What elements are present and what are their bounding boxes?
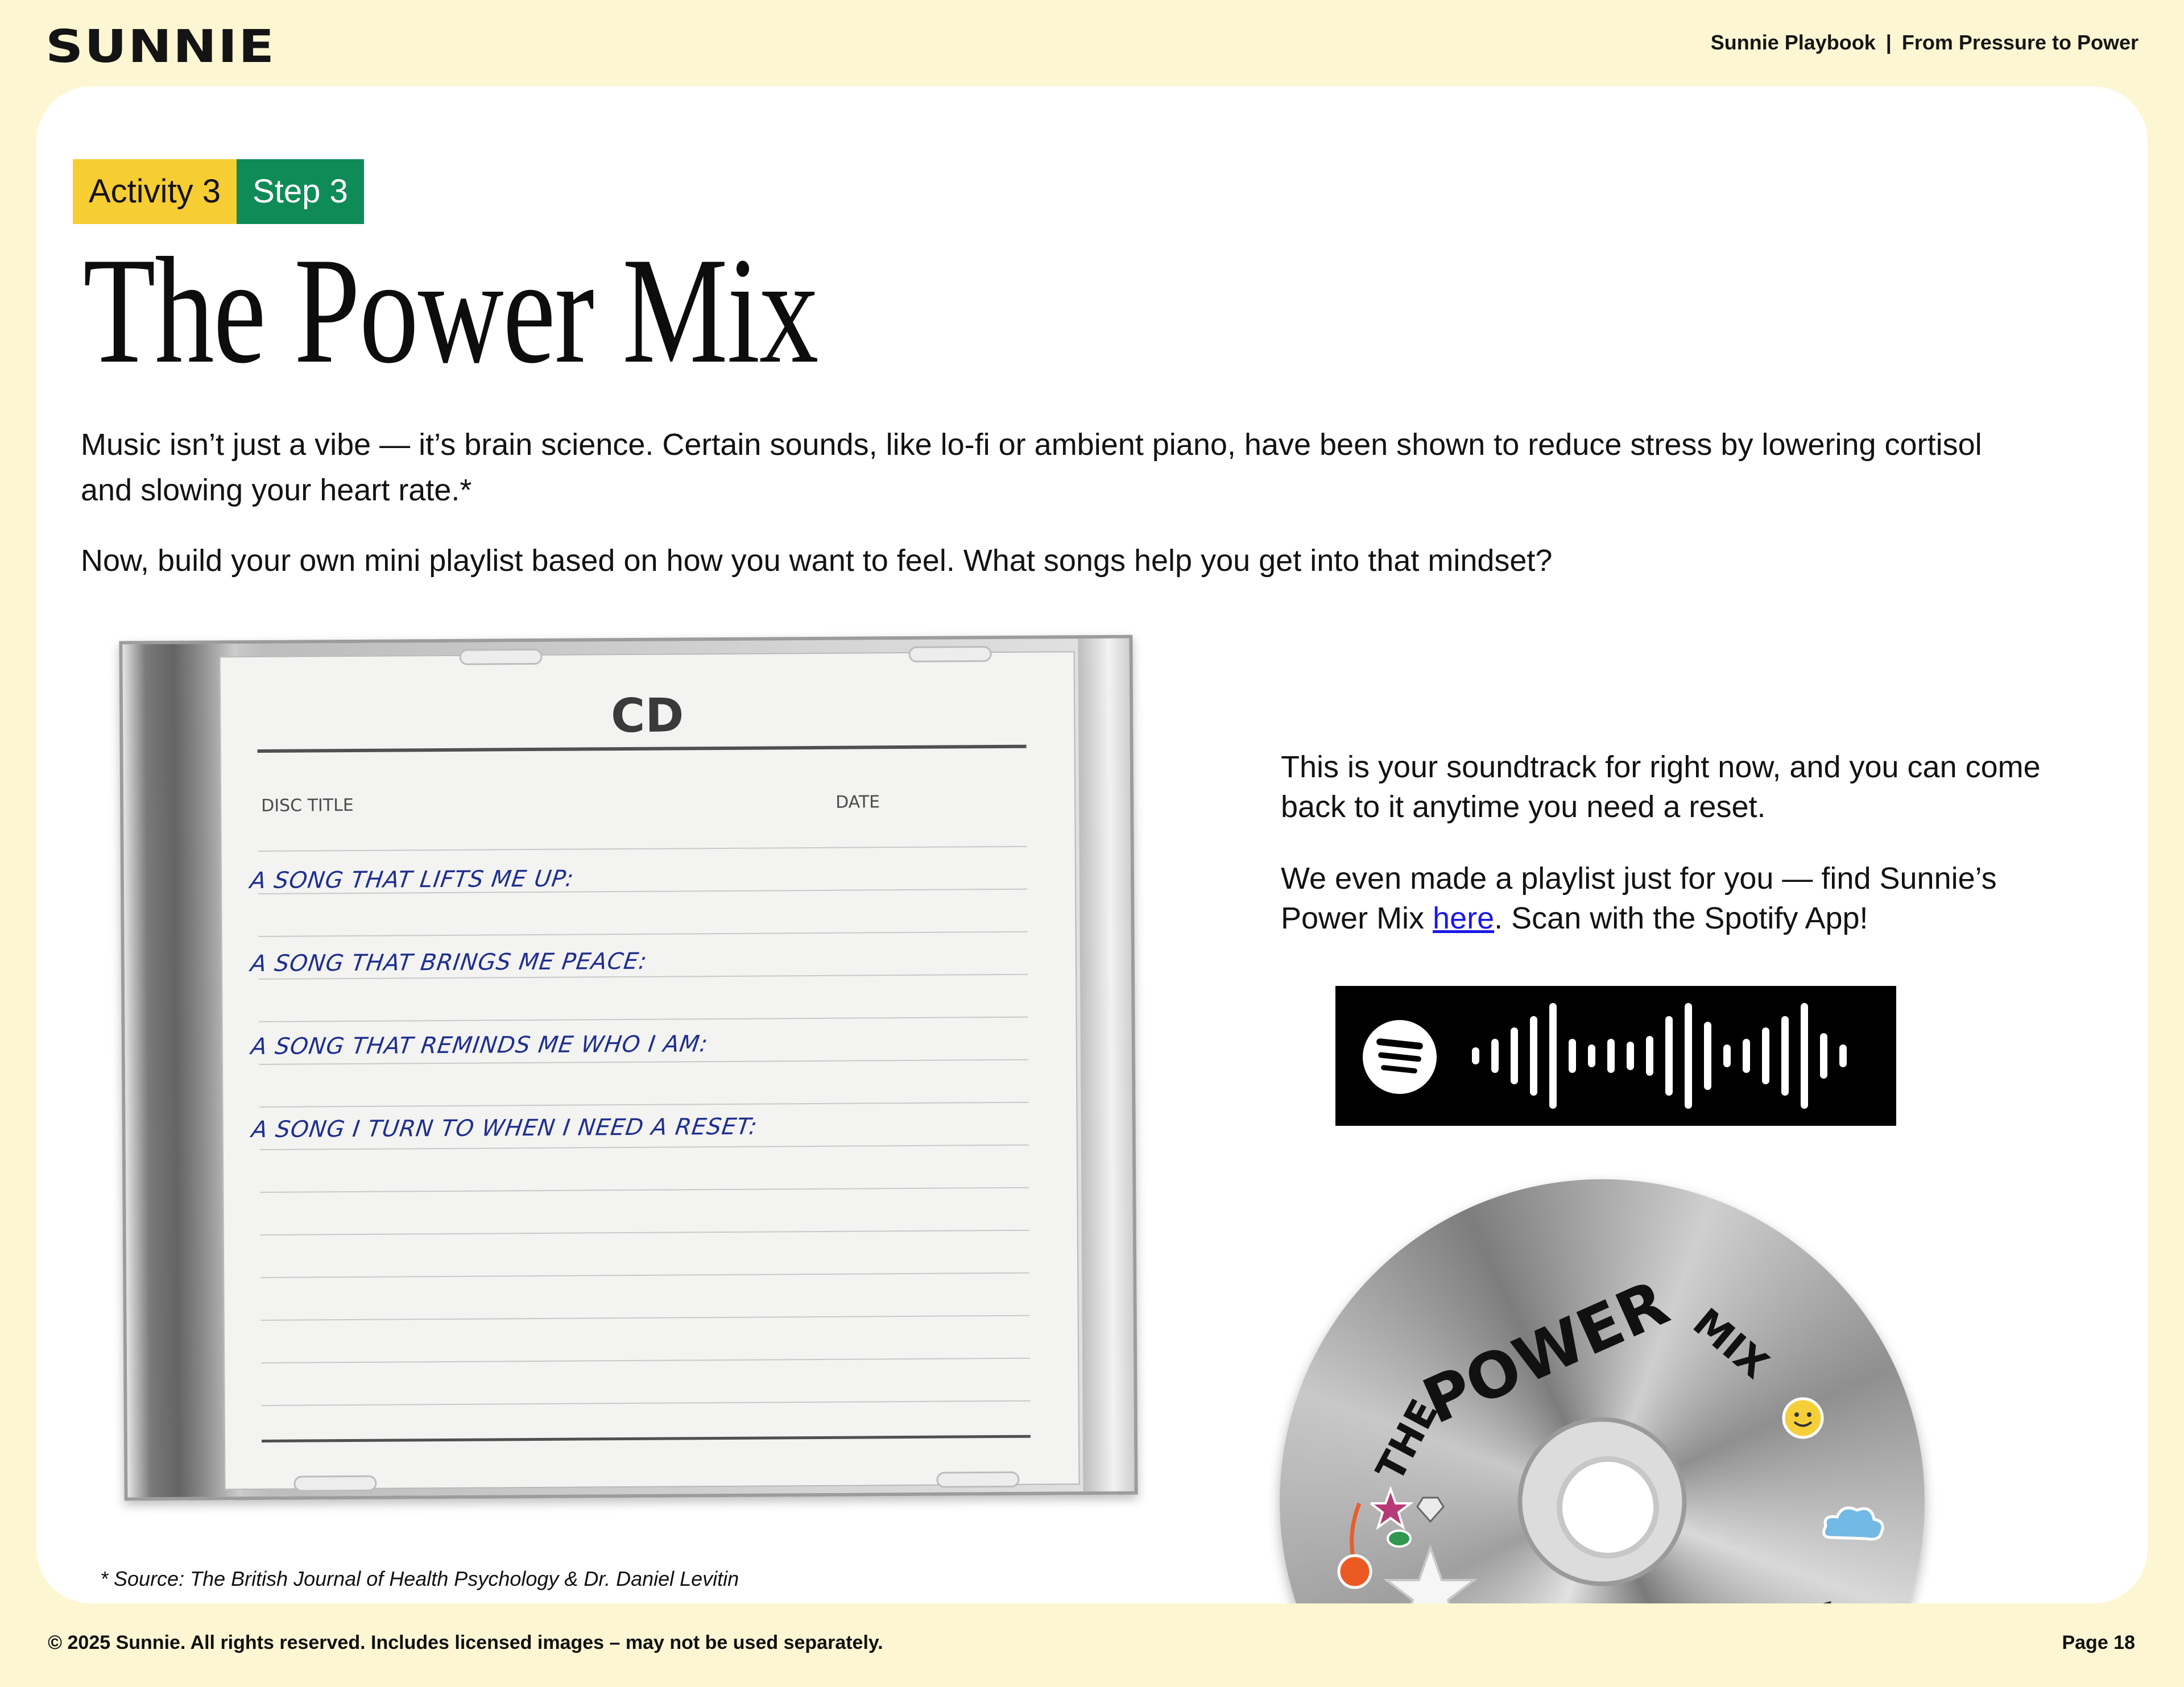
breadcrumb-separator: | [1885, 31, 1892, 54]
spotify-code-bar [1704, 1022, 1711, 1090]
spotify-code-bar [1820, 1033, 1827, 1079]
spotify-code-bar [1723, 1044, 1731, 1067]
cd-case-edge [1078, 639, 1134, 1492]
source-footnote: * Source: The British Journal of Health Psychology & Dr. Daniel Levitin [100, 1567, 739, 1590]
cd-writing-line [260, 1230, 1029, 1236]
step-tag: Step 3 [237, 159, 364, 224]
cd-prompt-brings-peace: A SONG THAT BRINGS ME PEACE: [249, 948, 649, 977]
disc-word-power: POWER [1412, 1266, 1679, 1439]
side-paragraph-1: This is your soundtrack for right now, and you can come back to it anytime you need a reset. [1281, 750, 2041, 824]
cd-writing-line [260, 1187, 1029, 1193]
spotify-code-bar [1569, 1039, 1576, 1073]
cd-insert-card [220, 651, 1080, 1490]
disc-title-label: DISC TITLE [261, 795, 354, 816]
cd-prompt-reminds-me: A SONG THAT REMINDS ME WHO I AM: [249, 1031, 710, 1060]
playbook-name: Sunnie Playbook [1710, 31, 1876, 54]
playbook-subtitle: From Pressure to Power [1901, 31, 2138, 54]
cd-writing-line [258, 846, 1027, 852]
cd-prompt-reset: A SONG I TURN TO WHEN I NEED A RESET: [250, 1113, 759, 1143]
playlist-info [1281, 747, 2088, 970]
cd-writing-line [259, 1102, 1028, 1108]
spotify-code-bar [1743, 1039, 1750, 1073]
brand-logo: SUNNIE [46, 20, 276, 73]
spotify-code-bar [1781, 1016, 1789, 1096]
intro-paragraph-1: Music isn’t just a vibe — it’s brain science. Certain sounds, like lo-fi or ambient piano, have been shown to reduce stress by lowering cortisol and slowing your heart rate.* [81, 428, 1982, 507]
cd-hinge [908, 646, 991, 662]
cd-writing-line [261, 1315, 1030, 1321]
cd-writing-line [262, 1400, 1031, 1406]
side-text-after-link: . Scan with the Spotify App! [1494, 901, 1868, 935]
spotify-code-bar [1839, 1044, 1847, 1067]
cloud-sticker-icon [1820, 1498, 1888, 1549]
cd-writing-line [259, 931, 1028, 937]
spotify-code-bar [1530, 1016, 1537, 1096]
spotify-code-bar [1762, 1027, 1769, 1084]
spotify-code-bar [1685, 1003, 1692, 1109]
smiley-sticker-icon [1780, 1395, 1826, 1441]
spotify-code-bar [1801, 1003, 1808, 1109]
intro-text [81, 422, 2037, 608]
page-title: The Power Mix [83, 226, 818, 395]
spotify-code-bar [1491, 1039, 1499, 1073]
rocket-sticker-icon [1763, 1589, 1848, 1603]
playlist-link[interactable]: here [1433, 901, 1495, 935]
disc-word-the: THE [1367, 1392, 1447, 1489]
header-breadcrumb [1711, 31, 2138, 55]
cd-writing-line [260, 1272, 1029, 1278]
star-sticker-icon [1382, 1543, 1479, 1603]
cd-insert-title: CD [610, 689, 684, 744]
content-card [36, 86, 2148, 1603]
cd-writing-line [261, 1358, 1030, 1363]
activity-tag: Activity 3 [73, 159, 237, 224]
spotify-code-bar [1549, 1003, 1557, 1109]
date-label: DATE [835, 792, 880, 813]
spotify-code-bar [1588, 1044, 1595, 1067]
cd-prompt-lifts-me-up: A SONG THAT LIFTS ME UP: [248, 865, 576, 894]
disc-center-hole [1557, 1456, 1659, 1558]
copyright-notice: © 2025 Sunnie. All rights reserved. Includes licensed images – may not be used separately. [48, 1632, 883, 1653]
cd-top-rule [258, 745, 1027, 753]
page-number: Page 18 [2062, 1632, 2135, 1653]
cd-hinge [459, 649, 542, 665]
activity-tags [73, 159, 364, 224]
side-text-before-link: We even made a playlist just for you — find Sunnie’s Power Mix [1281, 861, 1997, 935]
cd-case-illustration [119, 635, 1138, 1501]
cd-bottom-rule [262, 1435, 1031, 1443]
spotify-scan-code[interactable] [1335, 986, 1896, 1126]
disc-word-mix: MIX [1684, 1300, 1777, 1388]
spotify-code-bars [1472, 1003, 1870, 1109]
spotify-icon [1363, 1020, 1437, 1094]
cd-writing-line [259, 1059, 1028, 1065]
cd-writing-line [260, 1145, 1029, 1150]
power-mix-disc-illustration [1280, 1179, 1925, 1603]
cd-writing-line [259, 1017, 1028, 1022]
cd-hinge [936, 1472, 1019, 1488]
gem-stickers-icon [1371, 1486, 1456, 1549]
spotify-code-bar [1607, 1039, 1615, 1073]
spotify-code-bar [1646, 1036, 1653, 1076]
spotify-code-bar [1627, 1042, 1634, 1070]
cd-hinge [293, 1475, 377, 1492]
spotify-code-bar [1665, 1016, 1673, 1096]
side-paragraph-2 [1281, 859, 2088, 938]
spotify-code-bar [1511, 1027, 1518, 1084]
spotify-code-bar [1472, 1047, 1479, 1064]
intro-paragraph-2: Now, build your own mini playlist based on how you want to feel. What songs help you get into that mindset? [81, 544, 1553, 578]
